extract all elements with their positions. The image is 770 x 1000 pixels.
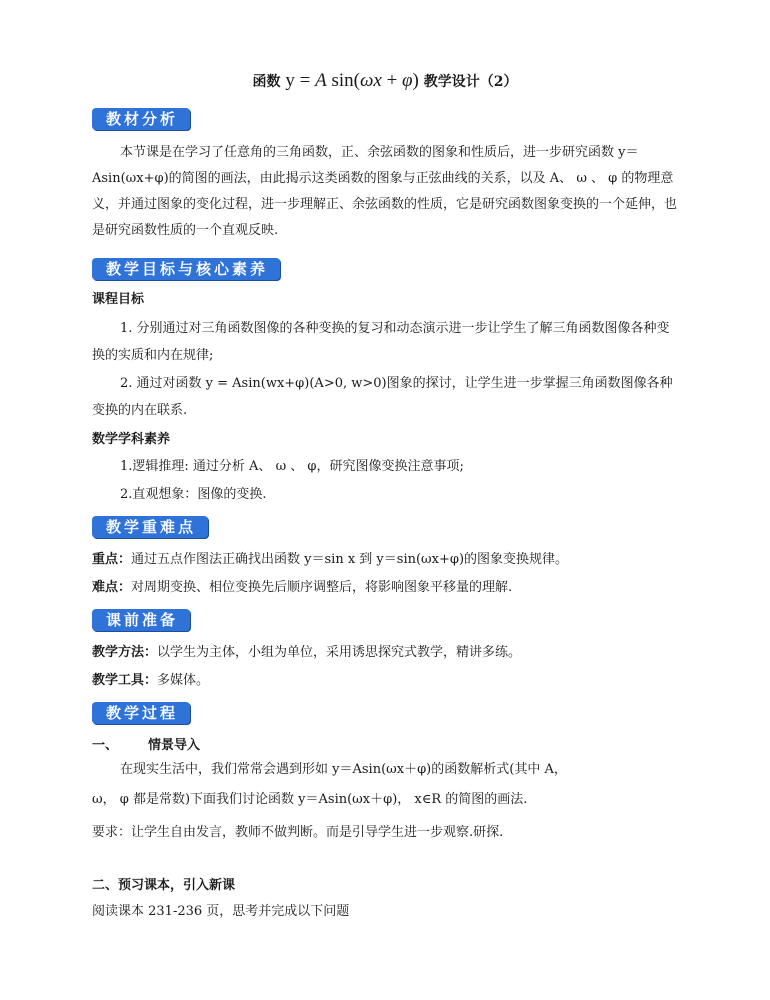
intro-line-1: 在现实生活中，我们常常会遇到形如 y＝Asin(ωx＋φ)的函数解析式(其中 A，: [120, 762, 567, 777]
formula-close: ): [412, 70, 419, 91]
formula-y: y: [285, 70, 295, 91]
requirement-text: 要求：让学生自由发言，教师不做判断。而是引导学生进一步观察.研探.: [92, 825, 504, 840]
goal-1: 1. 分别通过对三角函数图像的各种变换的复习和动态演示进一步让学生了解三角函数图像各种变换的实质和内在规律;: [92, 321, 670, 363]
teaching-method: [92, 642, 521, 664]
title-suffix: 教学设计（2）: [423, 74, 518, 90]
course-goals-label: 课程目标: [92, 292, 145, 307]
teaching-tools: [92, 670, 209, 692]
tools-label: 教学工具：: [92, 673, 158, 688]
formula-a: A: [315, 70, 327, 91]
reading-assignment: 阅读课本 231-236 页，思考并完成以下问题: [92, 904, 350, 919]
difficult-text: 对周期变换、相位变换先后顺序调整后，将影响图象平移量的理解.: [131, 580, 513, 595]
method-text: 以学生为主体，小组为单位，采用诱思探究式教学，精讲多练。: [157, 645, 522, 660]
page-title: [0, 70, 770, 92]
section-badge-goals: 教学目标与核心素养: [92, 258, 280, 280]
goal-2: 2. 通过对函数 y = Asin(wx+φ)(A>0, w>0)图象的探讨，让学生进一步掌握三角函数图像各种变换的内在联系.: [92, 376, 673, 418]
step-1-title: 情景导入: [148, 738, 201, 753]
formula-sin: sin(: [326, 70, 360, 91]
title-prefix: 函数: [252, 74, 281, 90]
method-label: 教学方法：: [92, 645, 158, 660]
section-badge-key-points: 教学重难点: [92, 516, 208, 538]
section-badge-analysis: 教材分析: [92, 108, 190, 130]
important-label: 重点：: [92, 552, 132, 567]
important-text: 通过五点作图法正确找出函数 y＝sin x 到 y＝sin(ωx+φ)的图象变换规律。: [131, 552, 569, 567]
literacy-1: 1.逻辑推理: 通过分析 A、 ω 、 φ，研究图像变换注意事项;: [120, 459, 464, 474]
important-point: [92, 549, 568, 571]
section-badge-process: 教学过程: [92, 702, 190, 724]
formula-plus: +: [381, 70, 403, 91]
section-badge-preparation: 课前准备: [92, 609, 190, 631]
literacy-label: 数学学科素养: [92, 432, 171, 447]
intro-line-2: ω， φ 都是常数)下面我们讨论函数 y＝Asin(ωx＋φ)， x∈R 的简图的画法.: [92, 792, 528, 807]
step-2-heading: 二、预习课本，引入新课: [92, 878, 236, 893]
step-1-heading: [92, 735, 200, 757]
step-1-number: 一、: [92, 738, 119, 753]
formula-omega-x: ωx: [359, 70, 382, 91]
tools-text: 多媒体。: [157, 673, 210, 688]
title-formula: [285, 70, 419, 91]
formula-eq: =: [294, 70, 316, 91]
analysis-paragraph: 本节课是在学习了任意角的三角函数，正、余弦函数的图象和性质后，进一步研究函数 y＝Asin(ωx+φ)的简图的画法，由此揭示这类函数的图象与正弦曲线的关系，以及 A、 ω 、 φ 的物理意义，并通过图象的变化过程，进一步理解正、余弦函数的性质，它是研究函数图象变换的一个延伸，也是研究函数性质的一个直观反映.: [92, 145, 678, 238]
difficult-label: 难点：: [92, 580, 132, 595]
literacy-2: 2.直观想象：图像的变换.: [120, 487, 267, 502]
difficult-point: [92, 577, 512, 599]
formula-phi: φ: [402, 70, 413, 91]
